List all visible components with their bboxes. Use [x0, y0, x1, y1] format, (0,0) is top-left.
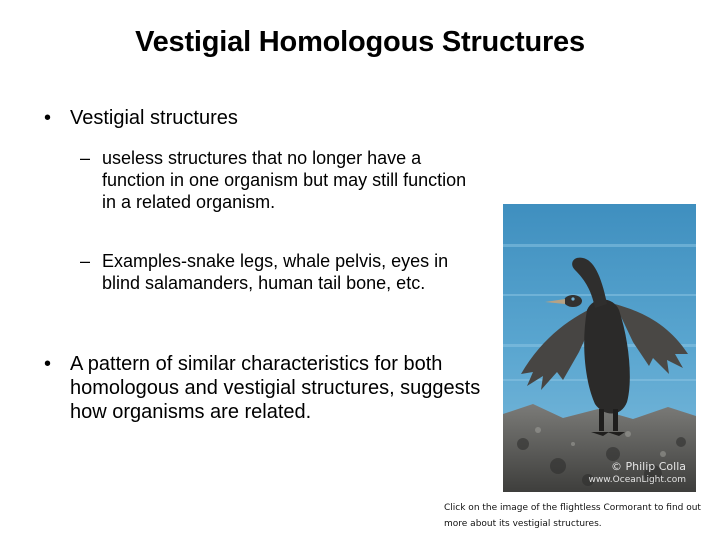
slide-title: Vestigial Homologous Structures [135, 26, 585, 58]
image-caption: Click on the image of the flightless Cormorant to find out more about its vestigial structures. [444, 503, 701, 529]
subbullet-marker: – [80, 251, 91, 271]
photo-watermark-credit: © Philip Colla [610, 460, 686, 473]
bullet-marker: • [44, 107, 52, 129]
subbullet-marker: – [80, 148, 91, 168]
photo-watermark-url: www.OceanLight.com [588, 475, 686, 485]
cormorant-image-link[interactable] [503, 204, 696, 492]
bullet-text: A pattern of similar characteristics for both homologous and vestigial structures, suggests how organisms are related. [70, 353, 481, 423]
subbullet-text: Examples-snake legs, whale pelvis, eyes in blind salamanders, human tail bone, etc. [102, 251, 449, 293]
bullet-marker: • [44, 353, 52, 375]
cormorant-photo [503, 204, 696, 492]
bullet-text: Vestigial structures [70, 107, 238, 129]
subbullet-text: useless structures that no longer have a function in one organism but may still function in a related organism. [102, 148, 467, 212]
